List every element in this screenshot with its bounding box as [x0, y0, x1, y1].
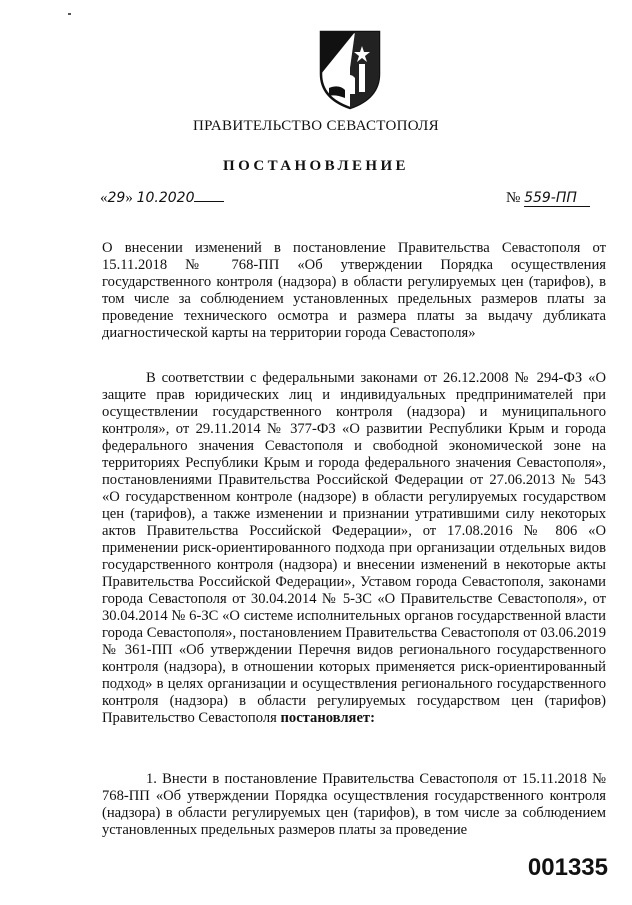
- sevastopol-emblem-icon: [315, 28, 385, 110]
- document-date: [100, 190, 224, 207]
- preamble-text: В соответствии с федеральными законами от 26.12.2008 № 294-ФЗ «О защите прав юридических лиц и индивидуальных предпринимателей при осуществлении государственного контроля (надзора) и муниципального контроля», от 29.11.2014 № 377-ФЗ «О развитии Республики Крым и города федерального значения Севастополя и свободной экономической зоне на территориях Республики Крым и города федерального значения Севастополя», постановлениями Правительства Российской Федерации от 27.06.2013 № 543 «О государственном контроле (надзоре) в области регулируемых государством цен (тарифов), а также изменении и признании утратившими силу некоторых актов Правительства Российской Федерации», от 17.08.2016 № 806 «О применении риск-ориентированного подхода при организации отдельных видов государственного контроля (надзора) и внесении изменений в некоторые акты Правительства Российской Федерации», Уставом города Севастополя, законами города Севастополя от 30.04.2014 № 5-ЗС «О Правительстве Севастополя», от 30.04.2014 № 6-ЗС «О системе исполнительных органов государственной власти города Севастополя», постановлением Правительства Севастополя от 03.06.2019 № 361-ПП «Об утверждении Перечня видов регионального государственного контроля (надзора), в отношении которых применяется риск-ориентированный подход» в целях организации и осуществления регионального государственного контроля (надзора) в области регулируемых государством цен (тарифов) Правительство Севастополя: [102, 370, 606, 726]
- date-underline: [194, 191, 224, 202]
- decree-word: постановляет:: [280, 710, 375, 726]
- number-sign: №: [506, 190, 521, 206]
- document-type: ПОСТАНОВЛЕНИЕ: [223, 158, 409, 174]
- date-quote-open: «: [100, 190, 108, 206]
- date-month-year: 10.2020: [136, 190, 195, 206]
- date-day: 29: [107, 190, 126, 206]
- preamble-paragraph: [102, 370, 606, 727]
- item-1-paragraph: 1. Внести в постановление Правительства Севастополя от 15.11.2018 № 768-ПП «Об утверждении Порядка осуществления государственного контроля (надзора) в области регулируемых цен (тарифов), в том числе за соблюдением установленных предельных размеров платы за проведение: [102, 771, 606, 838]
- government-title: ПРАВИТЕЛЬСТВО СЕВАСТОПОЛЯ: [193, 118, 439, 134]
- scan-mark: [68, 13, 71, 15]
- decree-subject: О внесении изменений в постановление Правительства Севастополя от 15.11.2018 № 768-ПП «Об утверждении Порядка осуществления государственного контроля (надзора) в области регулируемых цен (тарифов), в том числе за соблюдением установленных предельных размеров платы за проведение технического осмотра и размера платы за выдачу дубликата диагностической карты на территории города Севастополя»: [102, 240, 606, 341]
- document-serial-number: 001335: [527, 854, 608, 881]
- document-number: [506, 190, 590, 207]
- date-quote-close: »: [125, 190, 133, 206]
- number-value: 559-ПП: [524, 190, 590, 207]
